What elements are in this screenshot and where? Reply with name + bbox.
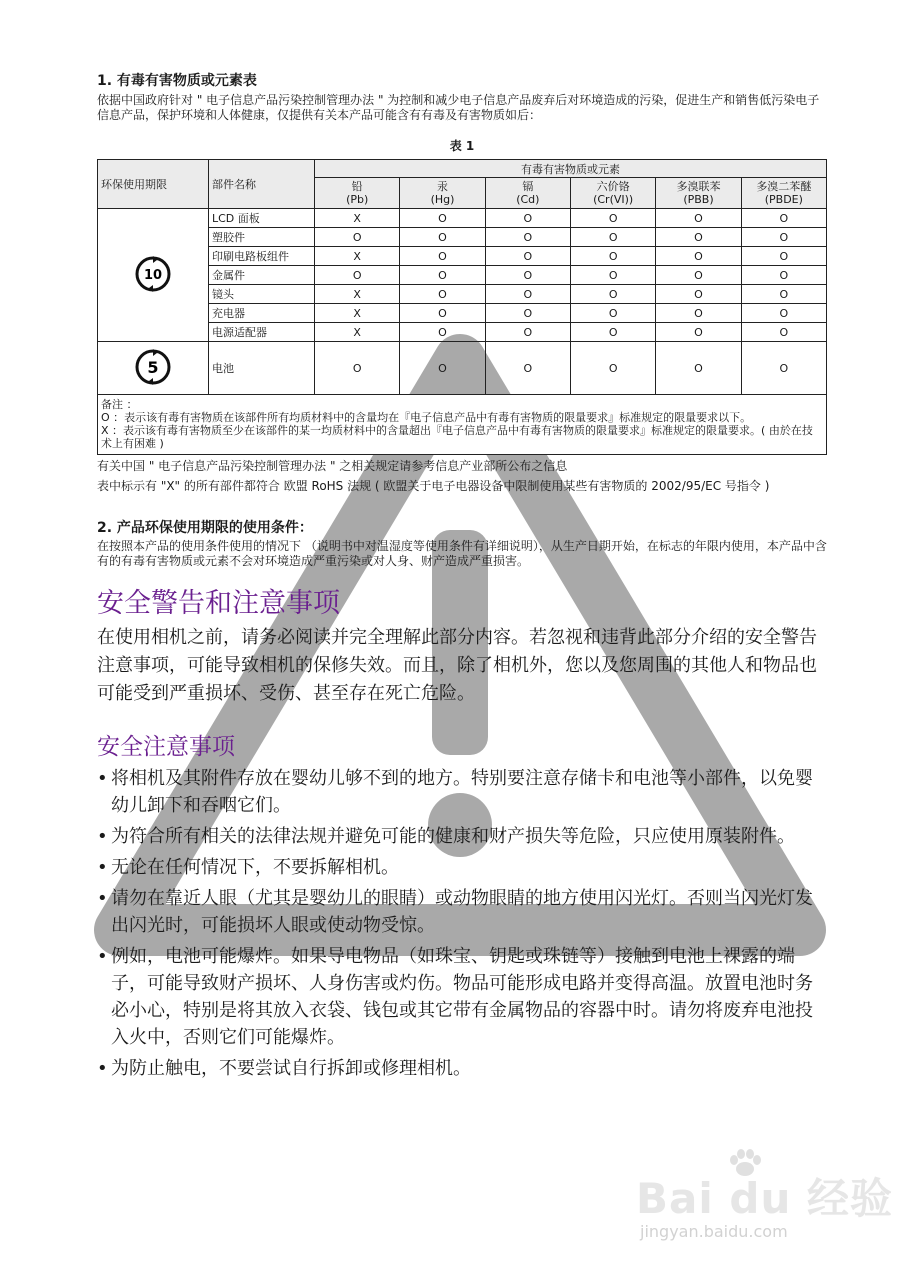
substance-value: X [315, 304, 400, 323]
list-item: • 为符合所有相关的法律法规并避免可能的健康和财产损失等危险，只应使用原装附件。 [97, 823, 827, 850]
substance-name: 多溴二苯醚 [756, 180, 812, 193]
substance-value: O [485, 266, 570, 285]
part-name: 充电器 [209, 304, 315, 323]
substance-name: 多溴联苯 [676, 180, 721, 193]
substance-value: O [656, 209, 741, 228]
section2-heading: 2. 产品环保使用期限的使用条件： [97, 520, 313, 536]
notes-x: X ：表示该有毒有害物质至少在该部件的某一均质材料中的含量超出『电子信息产品中有毒有害物质的限量要求』标准规定的限量要求。( 由於在技术上有困难 ) [101, 424, 813, 450]
substance-value: O [485, 323, 570, 342]
substance-value: O [570, 285, 655, 304]
part-name: 印刷电路板组件 [209, 247, 315, 266]
substance-value: O [570, 266, 655, 285]
substance-value: O [741, 209, 826, 228]
substance-value: O [741, 342, 826, 395]
substance-value: O [656, 228, 741, 247]
period-label-5: 5 [147, 357, 159, 377]
table-header-row [98, 160, 827, 178]
substance-value: O [485, 285, 570, 304]
substance-value: O [656, 342, 741, 395]
substance-symbol: (Cd) [516, 193, 540, 206]
substance-value: X [315, 323, 400, 342]
col-part-header: 部件名称 [209, 160, 315, 209]
safety-subtitle: 安全注意事项 [97, 734, 235, 760]
substance-value: O [570, 247, 655, 266]
substance-value: O [485, 209, 570, 228]
substance-header [485, 178, 570, 209]
substance-header [315, 178, 400, 209]
list-item: • 无论在任何情况下，不要拆解相机。 [97, 854, 827, 881]
section2-body: 在按照本产品的使用条件使用的情况下 （说明书中对温湿度等使用条件有详细说明），从生产日期开始，在标志的年限内使用，本产品中含有的有毒有害物质或元素不会对环境造成严重污染或对人身、财产造成严重损害。 [97, 539, 827, 568]
substance-value: O [400, 285, 485, 304]
table-row [98, 342, 827, 395]
baidu-watermark [636, 1150, 893, 1250]
substance-value: O [656, 323, 741, 342]
safety-list [97, 765, 827, 1082]
substance-value: O [485, 304, 570, 323]
substance-header [741, 178, 826, 209]
substance-value: O [656, 266, 741, 285]
substance-symbol: (PBB) [683, 193, 714, 206]
part-name: 电池 [209, 342, 315, 395]
substance-value: O [485, 247, 570, 266]
substance-symbol: (PBDE) [764, 193, 803, 206]
substance-value: O [570, 209, 655, 228]
substance-value: X [315, 285, 400, 304]
substance-header [400, 178, 485, 209]
part-rows [98, 209, 827, 342]
table-notes [98, 395, 827, 455]
period-5-cell [98, 342, 209, 395]
substance-value: O [570, 304, 655, 323]
substance-name: 铅 [351, 180, 363, 193]
list-item: • 为防止触电，不要尝试自行拆卸或修理相机。 [97, 1055, 827, 1082]
substance-value: O [570, 342, 655, 395]
substance-symbol: (Cr(VI)) [593, 193, 634, 206]
section1-heading: 1. 有毒有害物质或元素表 [97, 73, 257, 89]
substance-value: O [400, 323, 485, 342]
substance-value: O [656, 304, 741, 323]
substance-value: O [400, 209, 485, 228]
section1-intro: 依据中国政府针对 " 电子信息产品污染控制管理办法 " 为控制和减少电子信息产品废弃后对环境造成的污染，促进生产和销售低污染电子信息产品，保护环境和人体健康，仅提供有关本产品可能含有有毒及有害物质如后： [97, 93, 820, 122]
substance-value: O [315, 342, 400, 395]
substance-name: 镉 [522, 180, 534, 193]
period-label-10: 10 [143, 267, 163, 283]
safety-title: 安全警告和注意事项 [97, 588, 340, 619]
substance-value: O [741, 266, 826, 285]
substance-value: O [400, 247, 485, 266]
substance-value: O [400, 342, 485, 395]
col-period-header: 环保使用期限 [98, 160, 209, 209]
substance-header [570, 178, 655, 209]
watermark-brand: Bai du 经验 [636, 1174, 893, 1223]
substance-value: O [400, 266, 485, 285]
substance-symbol: (Hg) [430, 193, 455, 206]
part-name: 镜头 [209, 285, 315, 304]
part-name: 塑胶件 [209, 228, 315, 247]
part-name: 电源适配器 [209, 323, 315, 342]
watermark-url: jingyan.baidu.com [640, 1222, 788, 1241]
part-name: 金属件 [209, 266, 315, 285]
substance-name: 六价铬 [596, 180, 630, 193]
substance-value: X [315, 209, 400, 228]
page-content [97, 70, 827, 1086]
table-row [98, 209, 827, 228]
period-10-cell [98, 209, 209, 342]
substance-value: O [485, 228, 570, 247]
list-item: • 例如，电池可能爆炸。如果导电物品（如珠宝、钥匙或珠链等）接触到电池上裸露的端子，可能导致财产损坏、人身伤害或灼伤。物品可能形成电路并变得高温。放置电池时务必小心，特别是将其放入衣袋、钱包或其它带有金属物品的容器中时。请勿将废弃电池投入火中，否则它们可能爆炸。 [97, 943, 827, 1051]
substance-symbol: (Pb) [346, 193, 369, 206]
substance-value: O [400, 228, 485, 247]
list-item: • 将相机及其附件存放在婴幼儿够不到的地方。特别要注意存储卡和电池等小部件，以免婴幼儿卸下和吞咽它们。 [97, 765, 827, 819]
substance-header [656, 178, 741, 209]
after-table-line2: 表中标示有 "X" 的所有部件都符合 欧盟 RoHS 法规 ( 欧盟关于电子电器设备中限制使用某些有害物质的 2002/95/EC 号指令 ) [97, 479, 770, 493]
substance-value: O [570, 228, 655, 247]
substance-value: O [485, 342, 570, 395]
part-name: LCD 面板 [209, 209, 315, 228]
list-item: • 请勿在靠近人眼（尤其是婴幼儿的眼睛）或动物眼睛的地方使用闪光灯。否则当闪光灯发出闪光时，可能损坏人眼或使动物受惊。 [97, 885, 827, 939]
substance-value: O [656, 247, 741, 266]
substance-value: O [315, 266, 400, 285]
substance-value: O [741, 285, 826, 304]
safety-intro: 在使用相机之前，请务必阅读并完全理解此部分内容。若忽视和违背此部分介绍的安全警告注意事项，可能导致相机的保修失效。而且，除了相机外，您以及您周围的其他人和物品也可能受到严重损坏、受伤、甚至存在死亡危险。 [97, 627, 817, 704]
notes-row [98, 395, 827, 455]
after-table-line1: 有关中国 " 电子信息产品污染控制管理办法 " 之相关规定请参考信息产业部所公布之信息 [97, 459, 568, 473]
notes-title: 备注 ： [101, 398, 138, 411]
substance-value: O [315, 228, 400, 247]
substance-value: O [741, 323, 826, 342]
notes-o: O ：表示该有毒有害物质在该部件所有均质材料中的含量均在『电子信息产品中有毒有害物质的限量要求』标准规定的限量要求以下。 [101, 411, 752, 424]
substance-value: O [400, 304, 485, 323]
table-caption: 表 1 [449, 139, 475, 153]
substance-value: O [570, 323, 655, 342]
substance-name: 汞 [436, 180, 448, 193]
substance-group-header: 有毒有害物质或元素 [315, 160, 827, 178]
substance-value: O [656, 285, 741, 304]
recycle-10-years-icon [133, 254, 173, 294]
substance-value: O [741, 304, 826, 323]
hazardous-substance-table [97, 159, 827, 455]
substance-value: O [741, 228, 826, 247]
recycle-5-years-icon [134, 348, 172, 386]
substance-value: O [741, 247, 826, 266]
substance-value: X [315, 247, 400, 266]
